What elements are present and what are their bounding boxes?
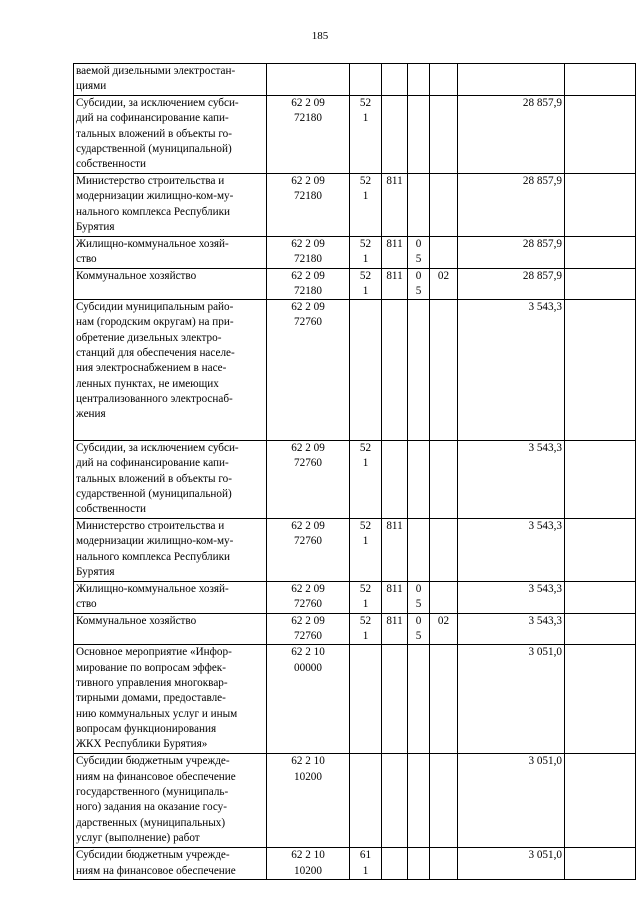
target-article-line: 62 2 10 [291,755,325,768]
expense-type-line: 52 [359,520,372,533]
ministry-code-cell [382,237,408,269]
target-article-cell [267,441,350,519]
item-name-line: Субсидии бюджетным учрежде- [76,755,230,768]
ministry-code-cell [382,754,408,848]
amount-value: 3 543,3 [528,583,562,596]
ministry-code-cell [382,64,408,96]
target-article-line: 72760 [294,598,322,611]
ministry-code-cell [382,96,408,174]
section-line: 5 [415,284,422,297]
item-name-cell [74,519,267,582]
table-row [74,519,636,582]
target-article-cell [267,174,350,237]
target-article-cell [267,300,350,441]
amount-value: 3 543,3 [528,614,562,627]
target-article-cell [267,582,350,614]
extra-cell [565,519,636,582]
item-name-cell [74,645,267,754]
item-name-line: собственности [76,158,146,171]
expense-type-line: 1 [362,284,369,297]
amount-cell [458,582,565,614]
ministry-code-cell [382,519,408,582]
item-name-line: Жилищно-коммунальное хозяй- [76,583,229,596]
section-cell [408,268,430,300]
section-cell [408,754,430,848]
item-name-line: ленных пунктах, не имеющих [76,377,219,390]
extra-cell [565,96,636,174]
target-article-cell [267,645,350,754]
ministry-code-cell [382,441,408,519]
item-name-line: Основное мероприятие «Инфор- [76,646,232,659]
section-cell [408,582,430,614]
item-name-line: Субсидии, за исключением субси- [76,442,239,455]
item-name-line: Субсидии бюджетным учрежде- [76,849,230,862]
expense-type-line: 1 [362,630,369,643]
item-name-line: модернизации жилищно-ком-му- [76,535,234,548]
extra-cell [565,300,636,441]
item-name-line: собственности [76,503,146,516]
item-name-cell [74,582,267,614]
section-line: 0 [415,583,422,596]
item-name-line: модернизации жилищно-ком-му- [76,190,234,203]
expense-type-cell [350,300,382,441]
target-article-line: 72180 [294,190,322,203]
amount-value: 28 857,9 [522,175,562,187]
section-cell [408,64,430,96]
expense-type-cell [350,268,382,300]
ministry-code-cell [382,300,408,441]
item-name-line: жения [76,408,106,421]
amount-value: 28 857,9 [522,97,562,109]
target-article-line: 72760 [294,316,322,329]
table-row [74,96,636,174]
item-name-line: ЖКХ Республики Бурятия» [76,738,208,751]
extra-cell [565,441,636,519]
item-name-cell [74,613,267,645]
section-line: 5 [415,598,422,611]
target-article-cell [267,268,350,300]
subsection-cell [430,848,458,880]
target-article-cell [267,96,350,174]
subsection-cell [430,519,458,582]
item-name-line: тальных вложений в объекты го- [76,127,232,140]
expense-type-line: 52 [359,614,372,627]
item-name-line: государственного (муниципаль- [76,785,229,798]
amount-cell [458,645,565,754]
expense-type-line: 52 [359,269,372,282]
extra-cell [565,64,636,96]
expense-type-line: 1 [362,190,369,203]
ministry-code-value: 811 [386,614,403,627]
item-name-line: мирование по вопросам эффек- [76,661,226,674]
section-cell [408,441,430,519]
target-article-line: 62 2 09 [291,442,325,455]
item-name-line: циями [76,80,107,93]
section-line: 0 [415,614,422,627]
budget-table [73,63,636,880]
section-cell [408,613,430,645]
expense-type-line: 52 [359,442,372,455]
expense-type-cell [350,441,382,519]
target-article-cell [267,519,350,582]
amount-cell [458,268,565,300]
table-body [74,64,636,880]
amount-value: 28 857,9 [522,238,562,250]
target-article-line: 10200 [294,864,322,877]
table-row [74,174,636,237]
target-article-line: 62 2 09 [291,238,325,250]
subsection-cell [430,96,458,174]
target-article-line: 72180 [294,253,322,266]
target-article-cell [267,64,350,96]
amount-cell [458,64,565,96]
item-name-line: сударственной (муниципальной) [76,142,232,155]
expense-type-line: 52 [359,175,372,187]
extra-cell [565,613,636,645]
target-article-line: 62 2 09 [291,583,325,596]
target-article-line: 72180 [294,284,322,297]
section-cell [408,519,430,582]
table-row [74,268,636,300]
expense-type-cell [350,174,382,237]
table-row [74,582,636,614]
target-article-line: 72180 [294,112,322,125]
amount-cell [458,237,565,269]
item-name-cell [74,96,267,174]
target-article-line: 62 2 10 [291,849,325,862]
expense-type-line: 1 [362,864,369,877]
ministry-code-cell [382,613,408,645]
section-line: 0 [415,238,422,250]
item-name-line: ниям на финансовое обеспечение [76,770,236,783]
subsection-cell [430,582,458,614]
item-name-cell [74,174,267,237]
amount-cell [458,613,565,645]
ministry-code-cell [382,268,408,300]
subsection-value: 02 [437,614,450,627]
amount-cell [458,441,565,519]
target-article-cell [267,237,350,269]
amount-value: 3 543,3 [528,301,562,314]
item-name-line: сударственной (муниципальной) [76,488,232,501]
amount-cell [458,300,565,441]
ministry-code-cell [382,848,408,880]
subsection-cell [430,268,458,300]
amount-cell [458,754,565,848]
expense-type-line: 52 [359,583,372,596]
item-name-line: Жилищно-коммунальное хозяй- [76,238,229,250]
item-name-line: услуг (выполнение) работ [76,831,200,844]
expense-type-line: 1 [362,112,369,125]
item-name-line: дарственных (муниципальных) [76,816,226,829]
item-name-line: нам (городским округам) на при- [76,316,234,329]
subsection-cell [430,64,458,96]
expense-type-line: 52 [359,238,372,250]
subsection-cell [430,237,458,269]
ministry-code-value: 811 [386,583,403,596]
item-name-line: вопросам функционирования [76,722,217,735]
target-article-line: 10200 [294,770,322,783]
amount-value: 3 051,0 [528,755,562,768]
expense-type-cell [350,754,382,848]
extra-cell [565,582,636,614]
expense-type-cell [350,848,382,880]
amount-value: 3 543,3 [528,442,562,455]
item-name-line: нального комплекса Республики [76,205,231,218]
target-article-line: 72760 [294,630,322,643]
item-name-cell [74,848,267,880]
expense-type-cell [350,519,382,582]
table-row [74,848,636,880]
section-cell [408,645,430,754]
subsection-cell [430,441,458,519]
page-number: 185 [311,30,329,42]
expense-type-cell [350,237,382,269]
item-name-line: станций для обеспечения населе- [76,347,235,360]
expense-type-line: 61 [359,849,372,862]
ministry-code-cell [382,645,408,754]
expense-type-line: 1 [362,598,369,611]
item-name-line: тирными домами, предоставле- [76,692,226,705]
expense-type-line: 52 [359,97,372,109]
item-name-line: тальных вложений в объекты го- [76,472,232,485]
target-article-cell [267,848,350,880]
target-article-line: 62 2 10 [291,646,325,659]
subsection-value: 02 [437,269,450,282]
item-name-cell [74,754,267,848]
table-row [74,64,636,96]
amount-cell [458,174,565,237]
ministry-code-value: 811 [386,520,403,533]
amount-value: 3 543,3 [528,520,562,533]
item-name-cell [74,64,267,96]
extra-cell [565,174,636,237]
section-cell [408,300,430,441]
expense-type-line: 1 [362,457,369,470]
subsection-cell [430,174,458,237]
extra-cell [565,268,636,300]
amount-value: 3 051,0 [528,849,562,862]
ministry-code-value: 811 [386,269,403,282]
item-name-line: дий на софинансирование капи- [76,457,229,470]
target-article-line: 62 2 09 [291,97,325,109]
amount-cell [458,519,565,582]
table-row [74,613,636,645]
item-name-line: ство [76,253,97,266]
target-article-line: 62 2 09 [291,520,325,533]
item-name-line: Министерство строительства и [76,520,225,533]
target-article-line: 62 2 09 [291,301,325,314]
table-row [74,754,636,848]
item-name-line: обретение дизельных электро- [76,331,222,344]
extra-cell [565,754,636,848]
target-article-line: 72760 [294,535,322,548]
ministry-code-value: 811 [386,238,403,250]
table-row [74,237,636,269]
target-article-line: 72760 [294,457,322,470]
section-line: 5 [415,253,422,266]
expense-type-cell [350,582,382,614]
expense-type-line: 1 [362,253,369,266]
item-name-line: Министерство строительства и [76,175,225,187]
target-article-line: 62 2 09 [291,614,325,627]
item-name-cell [74,300,267,441]
item-name-line: тивного управления многоквар- [76,676,228,689]
target-article-cell [267,754,350,848]
item-name-line: ния электроснабжением в насе- [76,362,227,375]
subsection-cell [430,645,458,754]
expense-type-cell [350,96,382,174]
item-name-line: дий на софинансирование капи- [76,112,229,125]
ministry-code-value: 811 [386,175,403,187]
section-cell [408,237,430,269]
table-row [74,300,636,441]
table-row [74,645,636,754]
section-line: 0 [415,269,422,282]
item-name-line: ство [76,598,97,611]
target-article-cell [267,613,350,645]
target-article-line: 62 2 09 [291,269,325,282]
amount-cell [458,96,565,174]
item-name-line: Бурятия [76,566,115,579]
item-name-line: Коммунальное хозяйство [76,614,197,627]
expense-type-line: 1 [362,535,369,548]
expense-type-cell [350,645,382,754]
item-name-line: нию коммунальных услуг и иным [76,707,238,720]
item-name-line: Бурятия [76,220,115,233]
item-name-line: ниям на финансовое обеспечение [76,864,236,877]
extra-cell [565,237,636,269]
item-name-line: ваемой дизельными электростан- [76,65,236,77]
item-name-cell [74,237,267,269]
target-article-line: 00000 [294,661,322,674]
subsection-cell [430,613,458,645]
item-name-line: централизованного электроснаб- [76,392,233,405]
item-name-line: Коммунальное хозяйство [76,269,197,282]
amount-value: 3 051,0 [528,646,562,659]
subsection-cell [430,300,458,441]
item-name-line: Субсидии муниципальным райо- [76,301,234,314]
item-name-line: Субсидии, за исключением субси- [76,97,239,109]
section-cell [408,96,430,174]
section-cell [408,174,430,237]
amount-value: 28 857,9 [522,269,562,282]
table-row [74,441,636,519]
expense-type-cell [350,64,382,96]
target-article-line: 62 2 09 [291,175,325,187]
item-name-cell [74,268,267,300]
expense-type-cell [350,613,382,645]
item-name-cell [74,441,267,519]
item-name-line: нального комплекса Республики [76,550,231,563]
subsection-cell [430,754,458,848]
section-cell [408,848,430,880]
item-name-line: ного) задания на оказание госу- [76,801,227,814]
amount-cell [458,848,565,880]
section-line: 5 [415,630,422,643]
ministry-code-cell [382,582,408,614]
extra-cell [565,848,636,880]
ministry-code-cell [382,174,408,237]
extra-cell [565,645,636,754]
